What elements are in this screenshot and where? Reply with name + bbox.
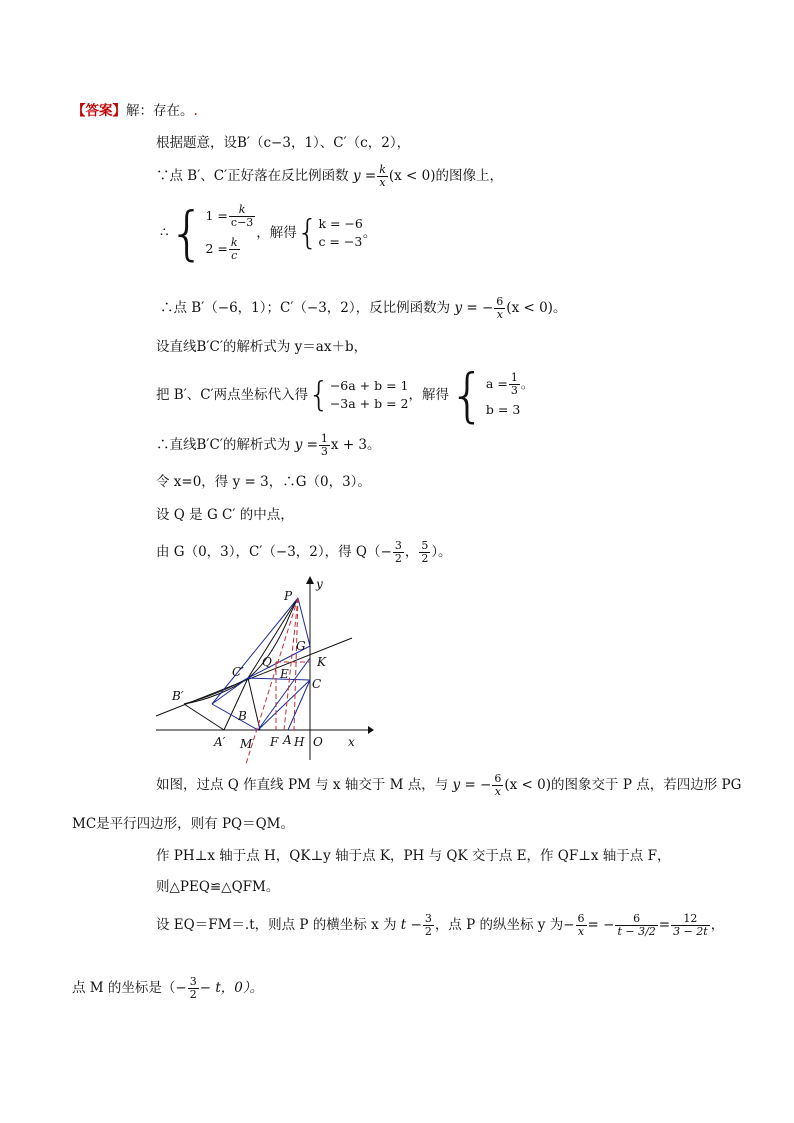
label-g: G (296, 639, 306, 653)
line-15 (156, 913, 724, 938)
eq1-lhs: 1 = (205, 208, 228, 223)
segment-m-c (258, 680, 310, 730)
frac-num: 5 (421, 539, 429, 552)
fraction-k-over-x (377, 164, 388, 189)
frac-num: 6 (494, 772, 502, 785)
left-brace-icon: { (296, 213, 319, 253)
line-10-end: ）。 (431, 544, 452, 560)
segment-a-c (288, 680, 310, 730)
equation-3: −6a + b = 1 (329, 378, 409, 393)
line-4-cond: (x < 0) (506, 300, 553, 316)
frac-den: 3 (320, 445, 328, 458)
frac-den: x (492, 785, 503, 798)
fraction-6-over-x (492, 773, 503, 798)
label-y: y (316, 577, 323, 591)
x-axis-arrow-icon (368, 726, 374, 734)
line-7-y: y = (294, 437, 318, 453)
equation-1 (206, 204, 257, 229)
sol-a-end: 。 (520, 375, 534, 391)
line-5: 设直线B′C′的解析式为 y＝ax＋b， (156, 339, 368, 355)
left-brace-icon: { (168, 199, 206, 267)
solution-system-2 (486, 372, 533, 419)
fraction-3-over-2 (393, 540, 404, 565)
frac-num: 3 (424, 912, 432, 925)
frac-num: k (230, 236, 238, 249)
line-15-text: 设 EQ＝FM＝.t，则点 P 的横坐标 x 为 (156, 917, 397, 933)
line-2-y: y = (352, 168, 377, 184)
line-15-end: ， (710, 917, 725, 933)
line-7-post: x + 3 (330, 437, 368, 453)
label-k: K (317, 655, 326, 669)
fraction-6-over-t (615, 913, 657, 938)
answer-intro: 解：存在。 (126, 103, 194, 119)
line-4-y: y = − (454, 300, 494, 316)
fraction-5-over-2 (419, 540, 430, 565)
label-o: O (313, 735, 323, 749)
sol-a-frac (509, 372, 520, 397)
frac-num: 1 (510, 370, 518, 384)
segment-cp-m (248, 678, 260, 730)
left-brace-icon: { (308, 375, 330, 415)
label-p: P (284, 589, 293, 603)
segment-cp-c (248, 678, 310, 680)
line-7-text: ∴直线B′C′的解析式为 (156, 437, 291, 453)
line-12: MC是平行四边形，则有 PQ＝QM。 (72, 816, 294, 832)
label-h: H (294, 735, 305, 749)
label-cp: C′ (232, 665, 244, 679)
line-9: 设 Q 是 G C′ 的中点， (156, 507, 294, 523)
fraction-12-over-3-2t (671, 913, 710, 938)
line-6-text: 把 B′、C′两点坐标代入得 (156, 387, 309, 403)
label-e: E (280, 667, 289, 681)
label-c: C (312, 677, 322, 691)
line-2-cond: (x < 0) (388, 168, 436, 184)
line-14: 则△PEQ≌△QFM。 (156, 879, 280, 895)
frac-num: 3 (394, 539, 402, 552)
segment-b-p (212, 598, 298, 704)
line-15-t: t − (400, 917, 422, 933)
frac-num: 12 (683, 912, 698, 925)
solution-a (486, 372, 533, 397)
fraction-6-over-x (576, 913, 587, 938)
label-a: A (283, 733, 292, 747)
line-3-system (160, 199, 377, 267)
label-q: Q (262, 655, 272, 669)
eq2-frac (229, 237, 240, 262)
line-6-mid: ，解得 (408, 387, 449, 403)
line-16-post: − t，0）。 (199, 980, 264, 996)
frac-den: c (229, 249, 240, 262)
eq1-frac (229, 204, 255, 229)
frac-den: c−3 (230, 216, 254, 229)
frac-den: x (377, 176, 388, 189)
line-6-system (156, 361, 534, 429)
frac-den: x (576, 925, 587, 938)
label-b: B (238, 709, 247, 723)
frac-den: 2 (394, 552, 402, 565)
fraction-6-over-x (494, 296, 505, 321)
line-15-eq: = − (587, 917, 615, 933)
answer-header (72, 101, 198, 121)
left-brace-icon: { (449, 361, 486, 429)
frac-den: x (494, 308, 505, 321)
frac-num: k (379, 163, 386, 176)
line-15-minus: − (563, 917, 575, 933)
solution-k: k = −6 (318, 216, 363, 231)
line-4 (160, 296, 566, 321)
frac-num: 6 (496, 295, 504, 308)
line-10-comma: ， (404, 544, 419, 560)
line-1: 根据题意，设B′（c−3，1）、C′（c，2）， (156, 135, 411, 151)
frac-den: t − 3/2 (617, 925, 656, 938)
line-4-end: 。 (552, 300, 567, 316)
line-2-text: ∵点 B′、C′正好落在反比例函数 (156, 168, 349, 184)
frac-num: k (238, 203, 246, 216)
y-axis-arrow-icon (306, 576, 314, 584)
fraction-3-over-2 (423, 913, 434, 938)
therefore-symbol: ∴ (160, 224, 169, 241)
line-7 (156, 433, 381, 458)
hyperbola-curve (184, 598, 298, 704)
solution-b: b = 3 (485, 401, 521, 417)
line-4-text: ∴点 B′（−6，1）；C′（−3，2），反比例函数为 (160, 300, 451, 316)
frac-den: 2 (189, 988, 197, 1001)
eq2-lhs: 2 = (205, 241, 228, 256)
line-7-end: 。 (367, 437, 381, 453)
hyperbola-inner (184, 678, 248, 704)
label-f: F (270, 735, 279, 749)
line-10-text: 由 G（0，3），C′（−3，2），得 Q（− (156, 544, 392, 560)
frac-num: 3 (189, 975, 197, 988)
frac-num: 6 (633, 912, 641, 925)
fraction-1-over-3 (319, 433, 330, 458)
line-2 (156, 164, 503, 189)
frac-den: 3 − 2t (673, 925, 708, 938)
line-2-post: 的图像上， (435, 168, 504, 184)
line-11-y: y = − (452, 777, 492, 793)
line-11-post: 的图象交于 P 点，若四边形 PG (551, 777, 742, 793)
label-bp: B′ (172, 689, 184, 703)
line-16 (72, 976, 263, 1001)
fraction-3-over-2 (188, 976, 199, 1001)
answer-trail-mark: . (193, 103, 198, 119)
line-11-cond: (x < 0) (504, 777, 552, 793)
frac-den: 2 (421, 552, 429, 565)
answer-tag: 【答案】 (72, 103, 126, 119)
sol-a-lhs: a = (485, 375, 508, 391)
line-10 (156, 540, 452, 565)
line-8: 令 x=0，得 y = 3，∴G（0，3）。 (156, 474, 371, 490)
line-11 (156, 773, 741, 798)
line-3-end: 。 (362, 225, 377, 241)
geometry-figure (152, 568, 374, 764)
line-11-text: 如图，过点 Q 作直线 PM 与 x 轴交于 M 点，与 (156, 777, 449, 793)
equation-4: −3a + b = 2 (329, 396, 409, 411)
equation-system-1 (206, 204, 257, 262)
label-x: x (348, 735, 355, 749)
frac-num: 6 (577, 912, 585, 925)
solution-system-1 (318, 215, 362, 251)
solution-c: c = −3 (318, 234, 363, 249)
line-15-mid: ，点 P 的纵坐标 y 为 (434, 917, 564, 933)
equation-system-2 (330, 377, 409, 413)
label-m: M (240, 737, 253, 751)
frac-den: 3 (510, 383, 518, 397)
frac-num: 1 (320, 432, 328, 445)
line-13: 作 PH⊥x 轴于点 H，QK⊥y 轴于点 K，PH 与 QK 交于点 E，作 QF⊥x 轴于点 F， (156, 848, 671, 864)
frac-den: 2 (424, 925, 432, 938)
line-16-text: 点 M 的坐标是（− (72, 980, 187, 996)
label-ap: A′ (214, 735, 226, 749)
line-15-eq2: = (658, 917, 671, 933)
equation-2 (206, 237, 257, 262)
line-3-mid: ，解得 (256, 225, 297, 241)
